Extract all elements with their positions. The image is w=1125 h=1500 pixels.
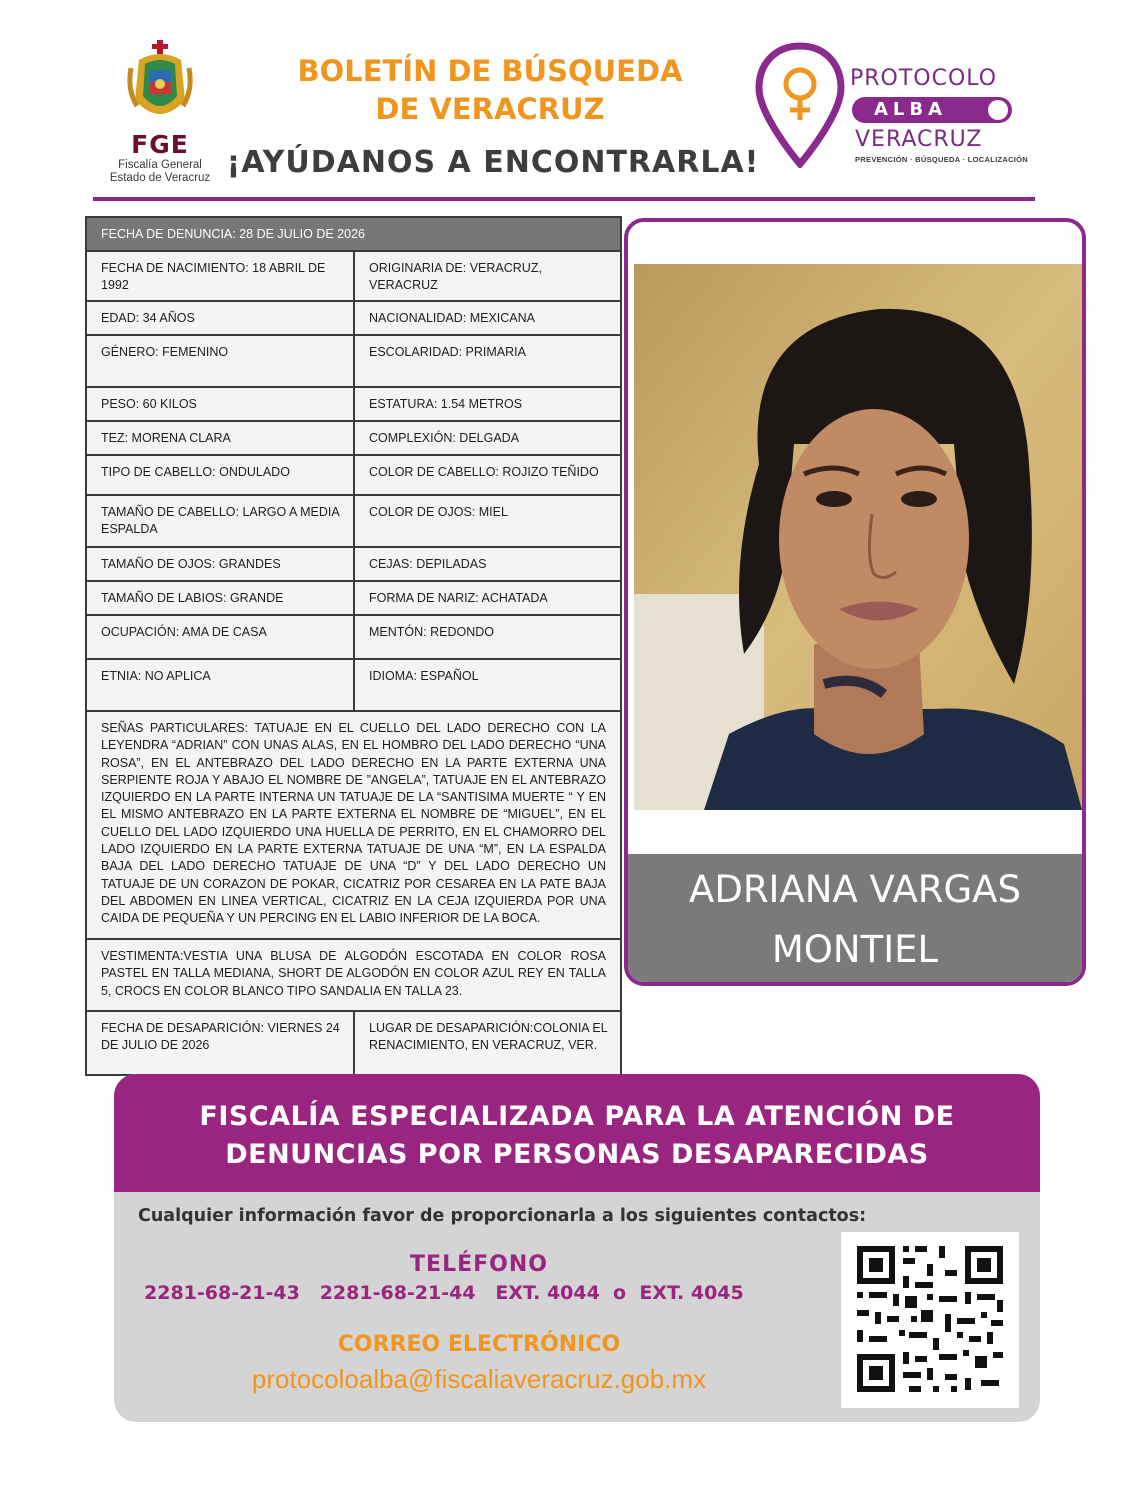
table-row (87, 336, 620, 388)
table-row (87, 456, 620, 496)
table-row (87, 616, 620, 660)
disappearance-place: LUGAR DE DESAPARICIÓN:COLONIA EL RENACIMIENTO, EN VERACRUZ, VER. (369, 1021, 608, 1052)
hair-color: COLOR DE CABELLO: ROJIZO TEÑIDO (369, 465, 599, 479)
table-row (87, 388, 620, 422)
fge-name-line2: Estado de Veracruz (109, 172, 211, 184)
bulletin-title-line2: DE VERACRUZ (375, 92, 605, 126)
person-name-line2: MONTIEL (771, 928, 939, 971)
table-row (87, 1012, 620, 1074)
person-photo (634, 264, 1082, 810)
bulletin-title-line1: BOLETÍN DE BÚSQUEDA (297, 54, 683, 88)
phone-numbers: 2281-68-21-43 2281-68-21-44 EXT. 4044 o EXT. 4045 (144, 1282, 744, 1304)
bulletin-title (240, 52, 740, 128)
protocol-tagline: PREVENCIÓN · BÚSQUEDA · LOCALIZACIÓN (855, 155, 1029, 164)
contact-instructions: Cualquier información favor de proporcionarla a los siguientes contactos: (138, 1206, 867, 1226)
search-icon (988, 100, 1008, 120)
phone-label: TELÉFONO (410, 1252, 548, 1277)
qr-code[interactable] (841, 1232, 1019, 1408)
build: COMPLEXIÓN: DELGADA (369, 431, 520, 445)
help-find-her-heading: ¡AYÚDANOS A ENCONTRARLA! (226, 145, 760, 180)
fge-logo (100, 40, 220, 185)
table-row (87, 496, 620, 548)
coat-of-arms-icon (127, 40, 193, 128)
person-photo-card (624, 218, 1086, 986)
contact-panel (114, 1074, 1040, 1422)
weight: PESO: 60 KILOS (87, 388, 355, 420)
agency-name-line1: FISCALÍA ESPECIALIZADA PARA LA ATENCIÓN DE (199, 1101, 955, 1132)
age: EDAD: 34 AÑOS (87, 302, 355, 334)
veracruz-word: VERACRUZ (855, 127, 983, 152)
fge-abbreviation: FGE (131, 130, 189, 159)
alba-word: ALBA (874, 99, 948, 120)
chin: MENTÓN: REDONDO (369, 625, 494, 639)
ethnicity: ETNIA: NO APLICA (87, 660, 355, 710)
agency-name-line2: DENUNCIAS POR PERSONAS DESAPARECIDAS (225, 1139, 929, 1170)
email-address[interactable]: protocoloalba@fiscaliaveracruz.gob.mx (251, 1364, 707, 1394)
language: IDIOMA: ESPAÑOL (369, 669, 479, 683)
height: ESTATURA: 1.54 METROS (369, 397, 523, 411)
nationality: NACIONALIDAD: MEXICANA (369, 311, 536, 325)
header-divider (93, 197, 1035, 201)
skin-tone: TEZ: MORENA CLARA (87, 422, 355, 454)
protocol-word: PROTOCOLO (850, 66, 998, 91)
clothing-description: VESTIMENTA:VESTIA UNA BLUSA DE ALGODÓN ESCOTADA EN COLOR ROSA PASTEL EN TALLA MEDIANA, SHORT DE ALGODÓN EN COLOR AZUL REY EN TALLA 5, CROCS EN COLOR BLANCO TIPO SANDALIA EN TALLA 23. (101, 949, 606, 998)
table-row (87, 302, 620, 336)
table-row (87, 252, 620, 302)
protocolo-alba-logo (755, 42, 1035, 172)
table-row (87, 660, 620, 712)
person-details-table (85, 216, 622, 1076)
disappearance-date: FECHA DE DESAPARICIÓN: VIERNES 24 DE JULIO DE 2026 (87, 1012, 355, 1074)
eye-size: TAMAÑO DE OJOS: GRANDES (87, 548, 355, 580)
agency-name (114, 1098, 1040, 1174)
location-pin-female-icon (755, 42, 845, 168)
fge-name-line1: Fiscalía General (118, 159, 202, 171)
origin: ORIGINARIA DE: VERACRUZ, VERACRUZ (369, 261, 542, 292)
gender: GÉNERO: FEMENINO (87, 336, 355, 386)
eye-color: COLOR DE OJOS: MIEL (369, 505, 508, 519)
person-name (628, 854, 1082, 986)
table-row (87, 582, 620, 616)
table-row (87, 548, 620, 582)
table-row (87, 940, 620, 1012)
birth-date: FECHA DE NACIMIENTO: 18 ABRIL DE 1992 (87, 252, 355, 300)
alba-pill (852, 97, 1012, 123)
lip-size: TAMAÑO DE LABIOS: GRANDE (87, 582, 355, 614)
nose-shape: FORMA DE NARIZ: ACHATADA (369, 591, 548, 605)
hair-type: TIPO DE CABELLO: ONDULADO (87, 456, 355, 494)
schooling: ESCOLARIDAD: PRIMARIA (369, 345, 526, 359)
eyebrows: CEJAS: DEPILADAS (369, 557, 487, 571)
report-date: FECHA DE DENUNCIA: 28 DE JULIO DE 2026 (87, 218, 620, 252)
hair-length: TAMAÑO DE CABELLO: LARGO A MEDIA ESPALDA (87, 496, 355, 546)
person-name-line1: ADRIANA VARGAS (689, 868, 1021, 911)
table-row (87, 712, 620, 940)
distinguishing-marks: SEÑAS PARTICULARES: TATUAJE EN EL CUELLO DEL LADO DERECHO CON LA LEYENDRA “ADRIAN” CON UNAS ALAS, EN EL HOMBRO DEL LADO DERECHO “UNA ROSA”, EN EL ANTEBRAZO DEL LADO DERECHO EN LA PARTE EXTERNA UNA SERPIENTE ROJA Y ABAJO EL NOMBRE DE ”ANGELA”, TATUAJE EN EL ANTEBRAZO IZQUIERDO EN LA PARTE INTERNA UN TATUAJE DE LA “SANTISIMA MUERTE “ Y EN EL MISMO ANTEBRAZO EN LA PARTE EXTERNA EL NOMBRE DE “MIGUEL”, EN EL CUELLO DEL LADO IZQUIERDO UNA HUELLA DE PERRITO, EN EL CHAMORRO DEL LADO IZQUIERDO EN LA PARTE EXTERNA TATUAJE DE UNA “M”, EN LA ESPALDA BAJA DEL LADO DERECHO TATUAJE DE UNA “D” Y DEL LADO DERECHO UN TATUAJE DE UN CORAZON DE POKAR, CICATRIZ POR CESAREA EN LA PATE BAJA DEL ABDOMEN EN LINEA VERTICAL, CICATRIZ EN LA CEJA IZQUIERDA POR UNA CAIDA DE PEQUEÑA Y UN PERCING EN EL LABIO INFERIOR DE LA BOCA. (101, 721, 606, 926)
email-label: CORREO ELECTRÓNICO (337, 1332, 621, 1357)
occupation: OCUPACIÓN: AMA DE CASA (87, 616, 355, 658)
table-row (87, 422, 620, 456)
